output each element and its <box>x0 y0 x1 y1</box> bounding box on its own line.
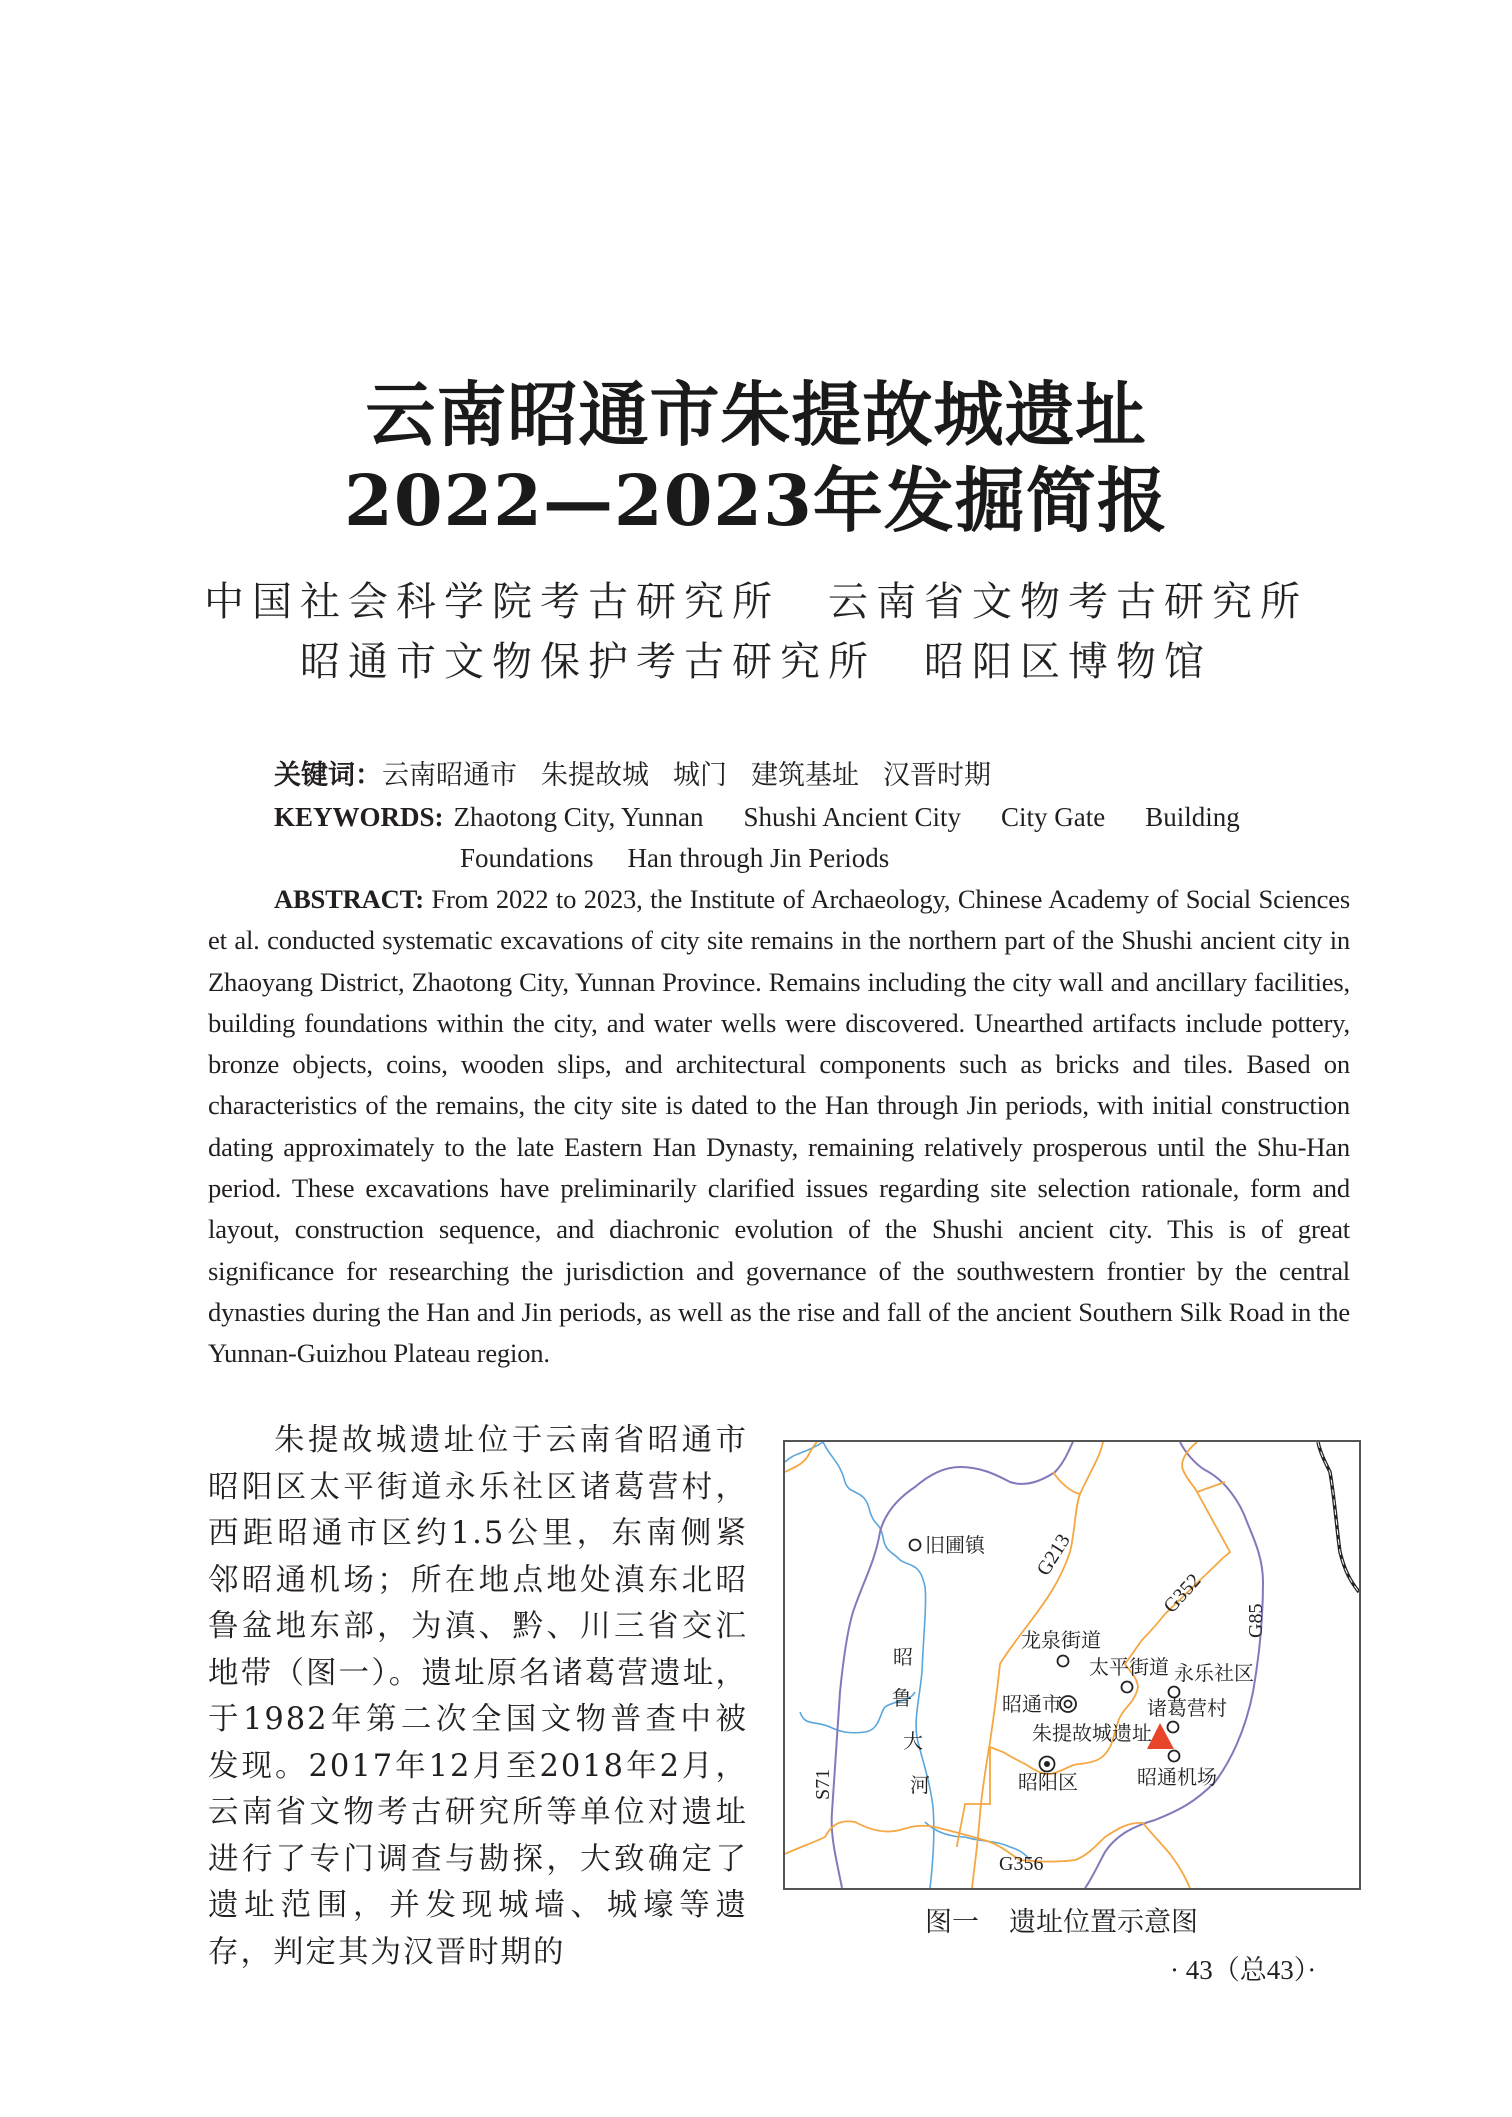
label-taiping: 太平街道 <box>1089 1655 1169 1679</box>
body-paragraph: 朱提故城遗址位于云南省昭通市昭阳区太平街道永乐社区诸葛营村，西距昭通市区约1.5公里，东南侧紧邻昭通机场；所在地点地处滇东北昭鲁盆地东部，为滇、黔、川三省交汇地带（图一）。遗址原名诸葛营遗址，于1982年第二次全国文物普查中被发现。2017年12月至2018年2月，云南省文物考古研究所等单位对遗址进行了专门调查与勘探，大致确定了遗址范围，并发现城墙、城壕等遗存，判定其为汉晋时期的 <box>208 1423 748 1970</box>
figure-caption <box>925 1900 1198 1939</box>
road-label-g352: G352 <box>1159 1569 1206 1618</box>
article-title-line2: 2022—2023年发掘简报 <box>344 459 1168 542</box>
keyword-cn: 朱提故城 <box>541 760 649 791</box>
marker-longquan <box>1058 1656 1069 1667</box>
river-label-char: 大 <box>903 1729 923 1753</box>
river-label-char: 河 <box>910 1773 930 1797</box>
figure-caption-number: 图一 <box>925 1907 979 1938</box>
figure-caption-title: 遗址位置示意图 <box>1009 1907 1198 1938</box>
marker-zhaoyang-dot <box>1044 1761 1050 1767</box>
expressway-loop <box>832 1442 1073 1888</box>
keyword-cn: 城门 <box>673 760 727 791</box>
keywords-cn-label: 关键词： <box>274 760 382 791</box>
road-label-s71: S71 <box>812 1768 834 1800</box>
road-northwest-corner <box>785 1442 817 1472</box>
abstract-label: ABSTRACT: <box>274 884 424 914</box>
marker-zhaotong-city-inner <box>1065 1701 1072 1708</box>
marker-taiping <box>1122 1682 1133 1693</box>
label-jiuyuzhen: 旧圃镇 <box>925 1533 985 1557</box>
road-label-g213: G213 <box>1032 1530 1075 1580</box>
label-zhaoyang: 昭阳区 <box>1018 1770 1078 1794</box>
keyword-cn: 云南昭通市 <box>382 760 517 791</box>
road-g213 <box>972 1442 1103 1888</box>
road-label-g85: G85 <box>1245 1603 1267 1638</box>
marker-zhuge <box>1168 1722 1179 1733</box>
provincial-boundary <box>1318 1442 1359 1592</box>
location-map <box>783 1440 1361 1890</box>
river-label-char: 鲁 <box>892 1686 912 1710</box>
label-yongle: 永乐社区 <box>1174 1661 1254 1685</box>
abstract-text: From 2022 to 2023, the Institute of Archaeology, Chinese Academy of Social Sciences et al. conducted systematic excavations of city site remains in the northern part of the Shushi ancient city in Zhaoyang District, Zhaotong City, Yunnan Province. Remains including the city wall and ancillary facilities, building foundations within the city, and water wells were discovered. Unearthed artifacts include pottery, bronze objects, coins, wooden slips, and architectural components such as bricks and tiles. Based on characteristics of the remains, the city site is dated to the Han through Jin periods, with initial construction dating approximately to the late Eastern Han Dynasty, remaining relatively prosperous until the Shu-Han period. These excavations have preliminarily clarified issues regarding site selection rationale, form and layout, construction sequence, and diachronic evolution of the Shushi ancient city. This is of great significance for researching the jurisdiction and governance of the southwestern frontier by the central dynasties during the Han and Jin periods, as well as the rise and fall of the ancient Southern Silk Road in the Yunnan-Guizhou Plateau region. <box>208 884 1350 1369</box>
keyword-en: Shushi Ancient City <box>743 802 962 832</box>
keywords-en-label: KEYWORDS: <box>274 802 444 832</box>
keywords-en-continued <box>460 838 923 879</box>
marker-zhaotong-city-outer <box>1060 1696 1076 1712</box>
label-zhuge: 诸葛营村 <box>1147 1696 1227 1720</box>
river-label-char: 昭 <box>893 1645 913 1669</box>
river-tributary-west <box>785 1442 823 1462</box>
article-title-line1: 云南昭通市朱提故城遗址 <box>365 373 1147 456</box>
label-zhaotong-city: 昭通市 <box>1002 1692 1062 1716</box>
road-g352-branch <box>1197 1482 1225 1492</box>
keyword-en: Han through Jin Periods <box>627 843 890 873</box>
abstract <box>208 879 1350 1375</box>
keyword-en: City Gate <box>1001 802 1106 832</box>
label-airport: 昭通机场 <box>1137 1765 1217 1789</box>
keyword-en: Foundations <box>460 843 594 873</box>
marker-airport <box>1169 1751 1180 1762</box>
keywords-en <box>274 797 1354 838</box>
keyword-cn: 汉晋时期 <box>883 760 991 791</box>
authors-line1: 中国社会科学院考古研究所 云南省文物考古研究所 <box>204 579 1308 625</box>
label-longquan: 龙泉街道 <box>1021 1628 1101 1652</box>
marker-jiuyuzhen <box>910 1540 921 1551</box>
river-zhaolu <box>823 1442 934 1888</box>
keyword-en: Zhaotong City, Yunnan <box>453 802 704 832</box>
road-label-g356: G356 <box>999 1853 1044 1875</box>
authors-line2: 昭通市文物保护考古研究所 昭阳区博物馆 <box>300 639 1212 685</box>
keywords-cn <box>274 756 1015 796</box>
label-site: 朱提故城遗址 <box>1032 1721 1152 1745</box>
keyword-en: Building <box>1145 802 1240 832</box>
page-number: · 43（总43）· <box>1170 1955 1317 1985</box>
keyword-cn: 建筑基址 <box>751 760 859 791</box>
road-g213-branch <box>1053 1472 1080 1494</box>
